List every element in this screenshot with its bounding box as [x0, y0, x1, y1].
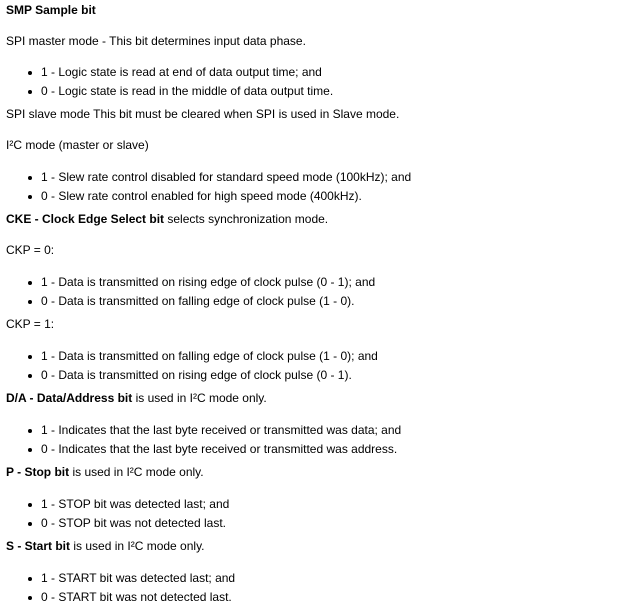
list-item-text: 1 - Indicates that the last byte received or transmitted was data; and — [41, 423, 402, 437]
list-item-text: 1 - Data is transmitted on falling edge of clock pulse (1 - 0); and — [41, 349, 378, 363]
list-item-text: 0 - Slew rate control enabled for high speed mode (400kHz). — [41, 189, 362, 203]
bullet-icon — [28, 300, 32, 304]
ckp0-label: CKP = 0: — [6, 243, 55, 257]
p-title: P - Stop bit — [6, 465, 70, 479]
smp-i2c-mode-text: I²C mode (master or slave) — [6, 138, 149, 152]
bullet-icon — [28, 596, 32, 600]
s-desc: is used in I²C mode only. — [70, 539, 205, 553]
bullet-icon — [28, 448, 32, 452]
p-heading — [6, 465, 204, 480]
bullet-icon — [28, 71, 32, 75]
list-item-text: 1 - STOP bit was detected last; and — [41, 497, 230, 511]
list-item-text: 0 - Logic state is read in the middle of data output time. — [41, 84, 334, 98]
smp-title: SMP Sample bit — [6, 3, 96, 17]
bullet-icon — [28, 503, 32, 507]
ckp1-label: CKP = 1: — [6, 317, 55, 331]
bullet-icon — [28, 522, 32, 526]
cke-heading — [6, 212, 328, 227]
bullet-icon — [28, 374, 32, 378]
list-item-text: 1 - START bit was detected last; and — [41, 571, 236, 585]
cke-title: CKE - Clock Edge Select bit — [6, 212, 165, 226]
bullet-icon — [28, 355, 32, 359]
bullet-icon — [28, 429, 32, 433]
bullet-icon — [28, 90, 32, 94]
list-item-text: 1 - Data is transmitted on rising edge of clock pulse (0 - 1); and — [41, 275, 376, 289]
list-item-text: 0 - START bit was not detected last. — [41, 590, 232, 604]
cke-desc: selects synchronization mode. — [164, 212, 329, 226]
s-heading — [6, 539, 205, 554]
smp-spi-master-text: SPI master mode - This bit determines input data phase. — [6, 34, 306, 48]
list-item-text: 0 - Indicates that the last byte received or transmitted was address. — [41, 442, 398, 456]
list-item-text: 0 - STOP bit was not detected last. — [41, 516, 226, 530]
bullet-icon — [28, 195, 32, 199]
da-desc: is used in I²C mode only. — [132, 391, 267, 405]
list-item-text: 1 - Slew rate control disabled for standard speed mode (100kHz); and — [41, 170, 412, 184]
da-title: D/A - Data/Address bit — [6, 391, 133, 405]
bullet-icon — [28, 281, 32, 285]
smp-spi-slave-text: SPI slave mode This bit must be cleared when SPI is used in Slave mode. — [6, 107, 400, 121]
bullet-icon — [28, 176, 32, 180]
list-item-text: 0 - Data is transmitted on falling edge of clock pulse (1 - 0). — [41, 294, 355, 308]
p-desc: is used in I²C mode only. — [69, 465, 204, 479]
da-heading — [6, 391, 267, 406]
list-item-text: 0 - Data is transmitted on rising edge of clock pulse (0 - 1). — [41, 368, 352, 382]
bullet-icon — [28, 577, 32, 581]
s-title: S - Start bit — [6, 539, 71, 553]
list-item-text: 1 - Logic state is read at end of data output time; and — [41, 65, 322, 79]
